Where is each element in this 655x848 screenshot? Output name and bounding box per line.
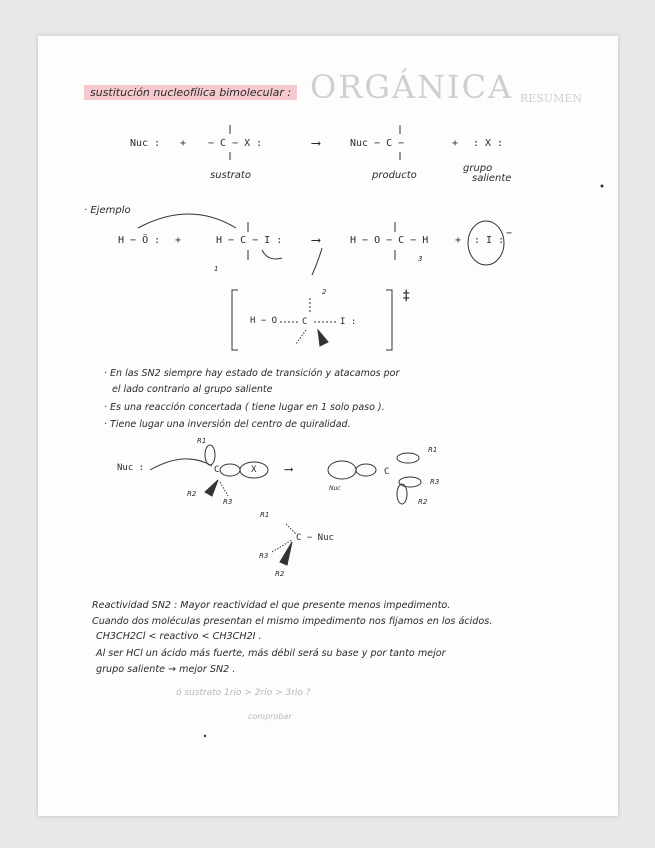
iodide-circle [468,221,504,265]
ex-num1: 1 [214,265,219,273]
orbital [356,464,376,476]
ghost-resumen: RESUMEN [520,92,583,105]
gen-substrate: − C − X : [208,138,263,149]
gen-arrow: ⟶ [312,136,320,151]
ghost-heading: ORGÁNICA [310,68,514,106]
gen-nuc: Nuc : [130,138,161,149]
attack-arrow [150,459,212,470]
inv-r3: R3 [223,498,233,506]
inv-r2: R2 [187,490,197,498]
reactividad-line-2: Cuando dos moléculas presentan el mismo impedimento nos fijamos en los ácidos. [92,616,493,627]
hash-bond [286,524,296,534]
label-grupo: grupo [463,163,493,174]
ex-iodide: : I : [474,235,505,246]
faint-comprobar: comprobar [248,712,292,721]
orbital [220,464,240,476]
ex-plus2: + [455,235,462,246]
label-sustrato: sustrato [210,170,251,181]
curved-arrow [138,214,236,228]
ex-num3: 3 [418,255,423,263]
gen-plus2: + [452,138,459,149]
ts-dagger: ‡ [402,288,411,304]
curved-arrow [312,248,322,275]
ex-plus1: + [175,235,182,246]
ts-i: I : [340,317,357,327]
hash-bond [220,482,228,496]
section-title: sustitución nucleofílica bimolecular : [84,85,297,100]
inv-x: X [251,465,257,475]
gen-leaving: : X : [473,138,504,149]
label-producto: producto [372,170,417,181]
prod-c-nuc: C − Nuc [296,533,334,543]
ex-methanol: H − O − C − H [350,235,429,246]
orbital [205,445,215,465]
dot [601,185,604,188]
label-saliente: saliente [472,173,512,184]
ex-charge: − [506,228,513,239]
ts-c: C [302,317,308,327]
ex-num2: 2 [322,288,327,296]
curved-arrow [262,250,282,259]
ts-ho: H − O [250,316,278,326]
bracket-right [386,290,392,350]
ex-arrow: ⟶ [312,233,320,248]
bullet-2: · Es una reacción concertada ( tiene lugar en 1 solo paso ). [104,402,385,413]
wedge [280,542,292,565]
reactividad-line-3: CH3CH2Cl < reactivo < CH3CH2I . [96,631,262,642]
orbital [397,484,407,504]
inv-c: C [214,465,220,475]
inv-nuc2: Nuc [329,485,341,492]
ex-methyl-iodide: H − C − I : [216,235,283,246]
inv-r1: R1 [197,437,207,445]
orbital [399,477,421,487]
prod-r3: R3 [259,552,269,560]
wedge [205,480,218,496]
hash-bond [296,330,306,344]
prod-r1: R1 [260,511,270,519]
reactividad-line-1: Reactividad SN2 : Mayor reactividad el que presente menos impedimento. [92,600,451,611]
reactividad-line-5: grupo saliente → mejor SN2 . [96,664,236,675]
inv-r3b: R3 [430,478,440,486]
wedge [318,330,328,346]
inv-r1b: R1 [428,446,438,454]
ejemplo-label: · Ejemplo [84,205,131,216]
inv-nuc: Nuc : [117,463,145,473]
reactividad-line-4: Al ser HCl un ácido más fuerte, más débil será su base y por tanto mejor [96,648,446,659]
gen-plus1: + [180,138,187,149]
inv-arrow: ⟶ [285,462,293,476]
dot [204,735,206,737]
faint-line: ó sustrato 1rio > 2rio > 3rio ? [176,688,311,698]
inv-r2b: R2 [418,498,428,506]
orbital [397,453,419,463]
bullet-1: · En las SN2 siempre hay estado de transición y atacamos por [104,368,400,379]
bullet-1b: el lado contrario al grupo saliente [112,384,273,395]
inv-c2: C [384,467,390,477]
bracket-left [232,290,238,350]
bullet-3: · Tiene lugar una inversión del centro de quiralidad. [104,419,351,430]
orbital [240,462,268,478]
gen-product: Nuc − C − [350,138,405,149]
orbital [328,461,356,479]
prod-r2: R2 [275,570,285,578]
ex-hydroxide: H − Ö : [118,235,161,246]
